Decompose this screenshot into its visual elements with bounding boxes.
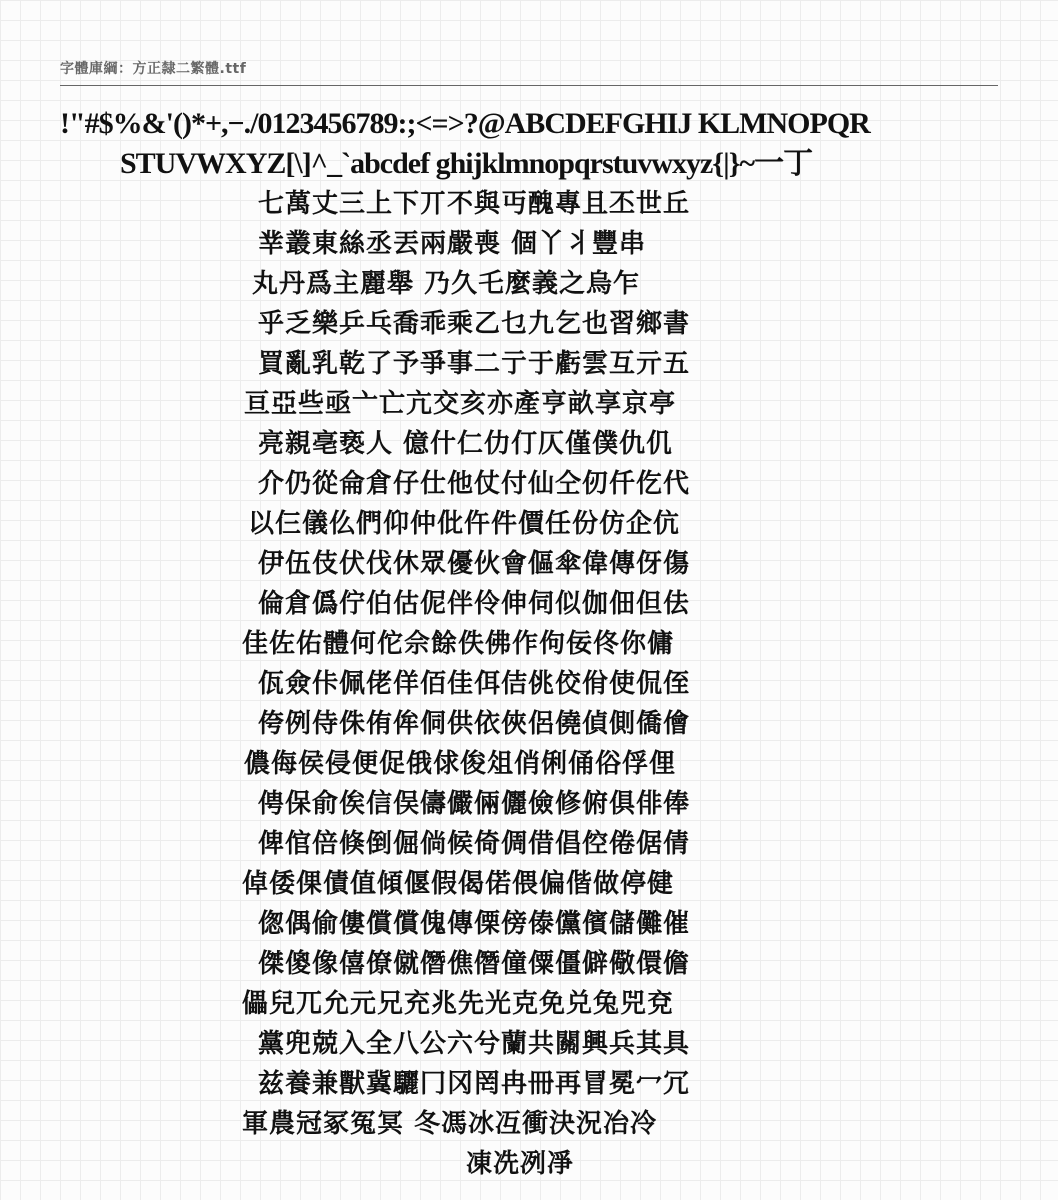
sample-line-cjk: 傑傻像僖僚僦僭僬僭僮僳僵僻儆儇儋: [258, 949, 691, 979]
sample-line-cjk: 儂侮侯侵便促俄俅俊俎俏俐俑俗俘俚: [244, 749, 677, 779]
font-file-title: 字體庫綱：方正隸二繁體.ttf: [60, 61, 247, 77]
sample-line-cjk: 亮親亳亵人 億什仁仂仃仄僅僕仇仉: [258, 429, 674, 459]
sample-line-cjk: 以仨儀仫們仰仲仳仵件價任份仿企伉: [248, 509, 681, 539]
sample-line-cjk: 倬倭倮債值傾偃假偈偌偎偏偕做停健: [242, 869, 675, 899]
sample-line-cjk: 凍冼冽凈: [466, 1149, 575, 1179]
sample-line-cjk: 佳佐佑體何佗佘餘佚佛作佝佞佟你傭: [242, 629, 675, 659]
sample-line-cjk: 佤僉佧佩佬佯佰佳佴佶佻佼佾使侃侄: [258, 669, 691, 699]
sample-line-cjk: 丸丹爲主麗舉 乃久乇麼義之烏乍: [252, 269, 641, 299]
sample-line-cjk: 丵叢東絲丞丟兩嚴喪 個丫丬豐串: [258, 229, 647, 259]
sample-line-cjk: 侉例侍侏侑侔侗供依俠侶僥偵側僑儈: [258, 709, 691, 739]
sample-line-ascii-2: STUVWXYZ[\]^_`abcdef ghijklmnopqrstuvwxyz{|}~一丁: [120, 147, 813, 180]
sample-line-cjk: 儡兒兀允元兄充兆先光克免兑兔兕兗: [242, 989, 675, 1019]
sample-line-cjk: 亘亞些亟亠亡亢交亥亦產亨畝享京亭: [244, 389, 677, 419]
sample-line-ascii-1: !"#$%&'()*+,−./0123456789:;<=>?@ABCDEFGHIJ KLMNOPQR: [60, 107, 870, 140]
sample-line-cjk: 兹養兼獸冀驪冂冈罔冉冊再冒冕冖冗: [258, 1069, 691, 1099]
sample-line-cjk: 介仍從侖倉仔仕他仗付仙仝仞仟仡代: [258, 469, 691, 499]
sample-line-cjk: 伊伍伎伏伐休眾優伙會傴傘偉傳伢傷: [258, 549, 691, 579]
sample-line-cjk: 乎乏樂乒乓喬乖乘乙乜九乞也習鄉書: [258, 309, 691, 339]
sample-line-cjk: 七萬丈三上下丌不與丏醜專且丕世丘: [258, 189, 691, 219]
sample-line-cjk: 倫倉僞佇伯估伲伴伶伸伺似伽佃但佉: [258, 589, 691, 619]
sample-line-cjk: 軍農冠冢冤冥 冬馮冰冱衝決況冶冷: [242, 1109, 658, 1139]
sample-line-cjk: 買亂乳乾了予爭事二亍于虧雲互亓五: [258, 349, 691, 379]
sample-line-cjk: 偬偶偷僂償償傀傳傈傍傣儻儐儲儺催: [258, 909, 691, 939]
sample-line-cjk: 俜保俞俟信俣儔儼倆儷儉修俯俱俳俸: [258, 789, 691, 819]
sample-line-cjk: 俾倌倍倏倒倔倘候倚倜借倡倥倦倨倩: [258, 829, 691, 859]
sample-line-cjk: 黨兜兢入全八公六兮蘭共關興兵其具: [258, 1029, 691, 1059]
header-divider: [60, 85, 998, 86]
